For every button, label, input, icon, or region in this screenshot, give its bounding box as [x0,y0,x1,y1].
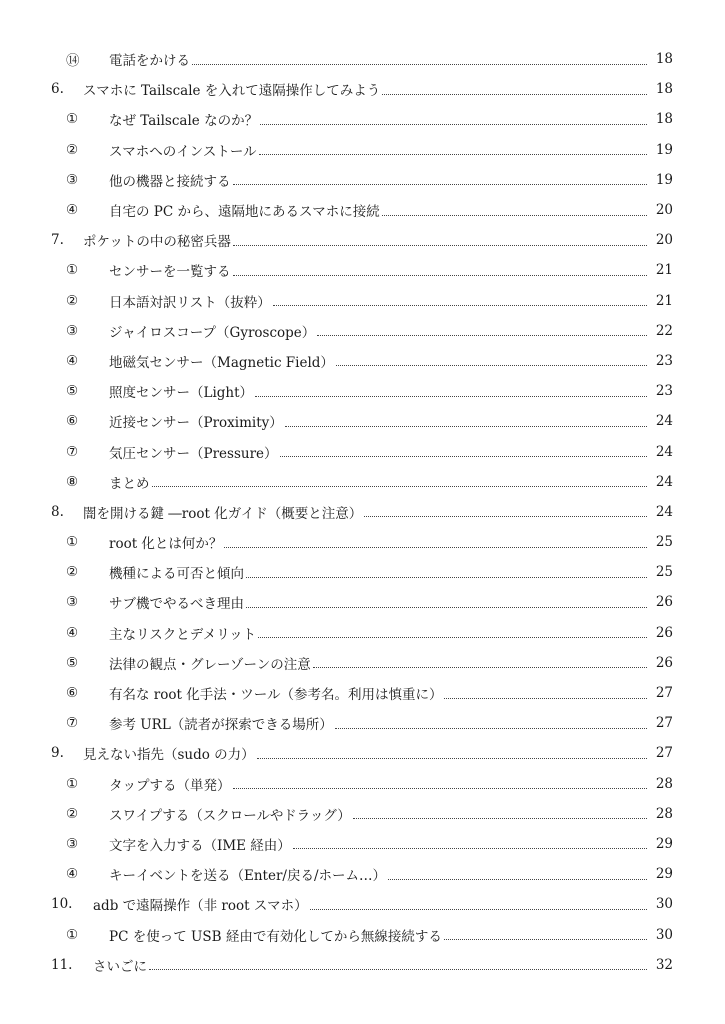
toc-entry-number: ③ [66,594,79,611]
toc-entry[interactable] [0,467,725,497]
dot-leader [353,817,647,819]
toc-entry[interactable] [0,587,725,617]
toc-entry-page: 30 [655,896,673,913]
toc-entry[interactable] [0,406,725,436]
dot-leader [364,515,647,517]
toc-entry-number: ⑥ [66,413,79,430]
toc-entry-title: 参考 URL（読者が探索できる場所） [109,717,333,734]
toc-entry[interactable] [0,225,725,255]
toc-entry-page: 18 [655,81,673,98]
dot-leader [335,727,647,729]
dot-leader [259,153,647,155]
toc-entry-page: 24 [655,503,673,520]
toc-entry-page: 27 [655,715,673,732]
toc-entry-number: ① [66,534,79,551]
toc-entry-page: 26 [655,654,673,671]
dot-leader [273,304,647,306]
toc-entry-title: スマホへのインストール [109,143,257,160]
toc-entry-title: タップする（単発） [109,777,231,794]
toc-entry-title: PC を使って USB 経由で有効化してから無線接続する [109,928,442,945]
dot-leader [444,697,647,699]
toc-entry-number: ④ [66,866,79,883]
toc-entry-number: ③ [66,835,79,852]
toc-entry-page: 32 [655,956,673,973]
toc-entry-title: adb で遠隔操作（非 root スマホ） [93,898,308,915]
toc-entry[interactable] [0,165,725,195]
toc-entry-page: 19 [655,171,673,188]
toc-entry-number: ⑦ [66,715,79,732]
toc-entry[interactable] [0,346,725,376]
toc-entry[interactable] [0,678,725,708]
dot-leader [257,757,647,759]
toc-entry-title: 機種による可否と傾向 [109,566,244,583]
dot-leader [224,546,647,548]
toc-entry-page: 19 [655,141,673,158]
toc-entry-number: ① [66,111,79,128]
toc-entry[interactable] [0,497,725,527]
toc-entry-title: 近接センサー（Proximity） [109,415,283,432]
toc-entry[interactable] [0,436,725,466]
dot-leader [382,93,647,95]
toc-entry[interactable] [0,889,725,919]
toc-entry-number: ⑭ [66,53,80,70]
toc-entry-page: 28 [655,775,673,792]
toc-entry-number: ④ [66,352,79,369]
toc-entry[interactable] [0,859,725,889]
toc-entry-page: 24 [655,473,673,490]
toc-entry-number: ③ [66,322,79,339]
dot-leader [233,183,648,185]
dot-leader [313,666,647,668]
dot-leader [233,244,647,246]
toc-entry-number: 11. [51,956,73,973]
dot-leader [258,636,647,638]
toc-entry-page: 18 [655,51,673,68]
toc-entry[interactable] [0,74,725,104]
toc-entry-title: 有名な root 化手法・ツール（参考名。利用は慎重に） [109,687,443,704]
dot-leader [285,425,647,427]
toc-entry-title: 法律の観点・グレーゾーンの注意 [109,656,311,673]
dot-leader [280,455,647,457]
toc-entry-number: ④ [66,202,79,219]
dot-leader [382,214,647,216]
toc-entry-number: ② [66,805,79,822]
dot-leader [246,576,647,578]
toc-entry-title: ポケットの中の秘密兵器 [83,234,231,251]
toc-entry-page: 24 [655,413,673,430]
toc-entry-page: 30 [655,926,673,943]
toc-entry-number: 8. [51,503,64,520]
toc-entry-page: 27 [655,685,673,702]
toc-entry-number: ⑦ [66,443,79,460]
toc-entry-page: 26 [655,624,673,641]
dot-leader [260,123,647,125]
toc-entry[interactable] [0,799,725,829]
toc-entry-title: 電話をかける [109,53,190,70]
dot-leader [192,63,647,65]
toc-entry-number: ⑥ [66,685,79,702]
toc-entry-title: センサーを一覧する [109,264,231,281]
toc-entry[interactable] [0,376,725,406]
toc-entry-number: ⑤ [66,383,79,400]
dot-leader [444,938,647,940]
toc-entry-page: 25 [655,534,673,551]
toc-entry[interactable] [0,104,725,134]
toc-entry-title: 照度センサー（Light） [109,385,254,402]
toc-entry-title: まとめ [109,475,150,492]
toc-entry[interactable] [0,919,725,949]
toc-entry-page: 27 [655,745,673,762]
toc-entry-title: スマホに Tailscale を入れて遠隔操作してみよう [83,83,381,100]
toc-entry-title: 主なリスクとデメリット [109,626,257,643]
toc-entry-number: ③ [66,171,79,188]
toc-entry-page: 26 [655,594,673,611]
toc-entry-page: 23 [655,383,673,400]
toc-entry-number: ① [66,775,79,792]
toc-entry-title: root 化とは何か？ [109,536,223,553]
dot-leader [293,847,647,849]
toc-entry[interactable] [0,738,725,768]
toc-entry-number: ④ [66,624,79,641]
toc-entry[interactable] [0,648,725,678]
toc-entry-number: 6. [51,81,64,98]
toc-entry-page: 29 [655,835,673,852]
toc-entry-page: 24 [655,443,673,460]
toc-entry-page: 23 [655,352,673,369]
toc-entry-title: キーイベントを送る（Enter/戻る/ホーム…） [109,868,387,885]
toc-entry-title: 文字を入力する（IME 経由） [109,837,291,854]
toc-entry-title: 日本語対訳リスト（抜粋） [109,294,271,311]
dot-leader [388,878,647,880]
toc-entry[interactable] [0,769,725,799]
toc-entry-page: 18 [655,111,673,128]
toc-entry[interactable] [0,44,725,74]
toc-entry[interactable] [0,195,725,225]
dot-leader [336,364,647,366]
toc-entry-page: 22 [655,322,673,339]
toc-entry-number: ② [66,141,79,158]
dot-leader [233,787,648,789]
toc-entry-number: ⑧ [66,473,79,490]
toc-entry-number: ② [66,564,79,581]
toc-entry-title: 見えない指先（sudo の力） [83,747,255,764]
toc-entry[interactable] [0,950,725,980]
toc-entry[interactable] [0,135,725,165]
toc-entry-number: ① [66,926,79,943]
toc-entry-page: 25 [655,564,673,581]
toc-entry-title: 他の機器と接続する [109,173,231,190]
toc-entry-page: 20 [655,232,673,249]
dot-leader [317,334,647,336]
toc-entry-page: 21 [655,292,673,309]
toc-entry[interactable] [0,286,725,316]
toc-entry[interactable] [0,527,725,557]
toc-entry-title: 自宅の PC から、遠隔地にあるスマホに接続 [109,204,380,221]
toc-entry[interactable] [0,618,725,648]
table-of-contents [0,44,725,980]
toc-entry-title: 地磁気センサー（Magnetic Field） [109,354,334,371]
toc-entry[interactable] [0,557,725,587]
toc-entry-number: 7. [51,232,64,249]
toc-entry-number: ① [66,262,79,279]
toc-entry-title: サブ機でやるべき理由 [109,596,244,613]
toc-entry-title: さいごに [93,958,147,975]
toc-entry-page: 28 [655,805,673,822]
toc-entry-title: 闇を開ける鍵 ―root 化ガイド（概要と注意） [83,505,363,522]
toc-entry-number: ⑤ [66,654,79,671]
toc-entry-number: ② [66,292,79,309]
toc-entry-number: 10. [51,896,73,913]
toc-entry[interactable] [0,255,725,285]
toc-entry-title: ジャイロスコープ（Gyroscope） [109,324,316,341]
dot-leader [149,968,647,970]
dot-leader [233,274,648,276]
dot-leader [152,485,648,487]
toc-entry-page: 29 [655,866,673,883]
toc-entry-number: 9. [51,745,64,762]
toc-entry[interactable] [0,829,725,859]
toc-entry[interactable] [0,708,725,738]
toc-entry-page: 21 [655,262,673,279]
dot-leader [310,908,647,910]
toc-entry-title: なぜ Tailscale なのか？ [109,113,259,130]
toc-entry-title: 気圧センサー（Pressure） [109,445,278,462]
toc-entry-page: 20 [655,202,673,219]
toc-entry-title: スワイプする（スクロールやドラッグ） [109,807,351,824]
dot-leader [255,395,647,397]
toc-entry[interactable] [0,316,725,346]
dot-leader [246,606,647,608]
